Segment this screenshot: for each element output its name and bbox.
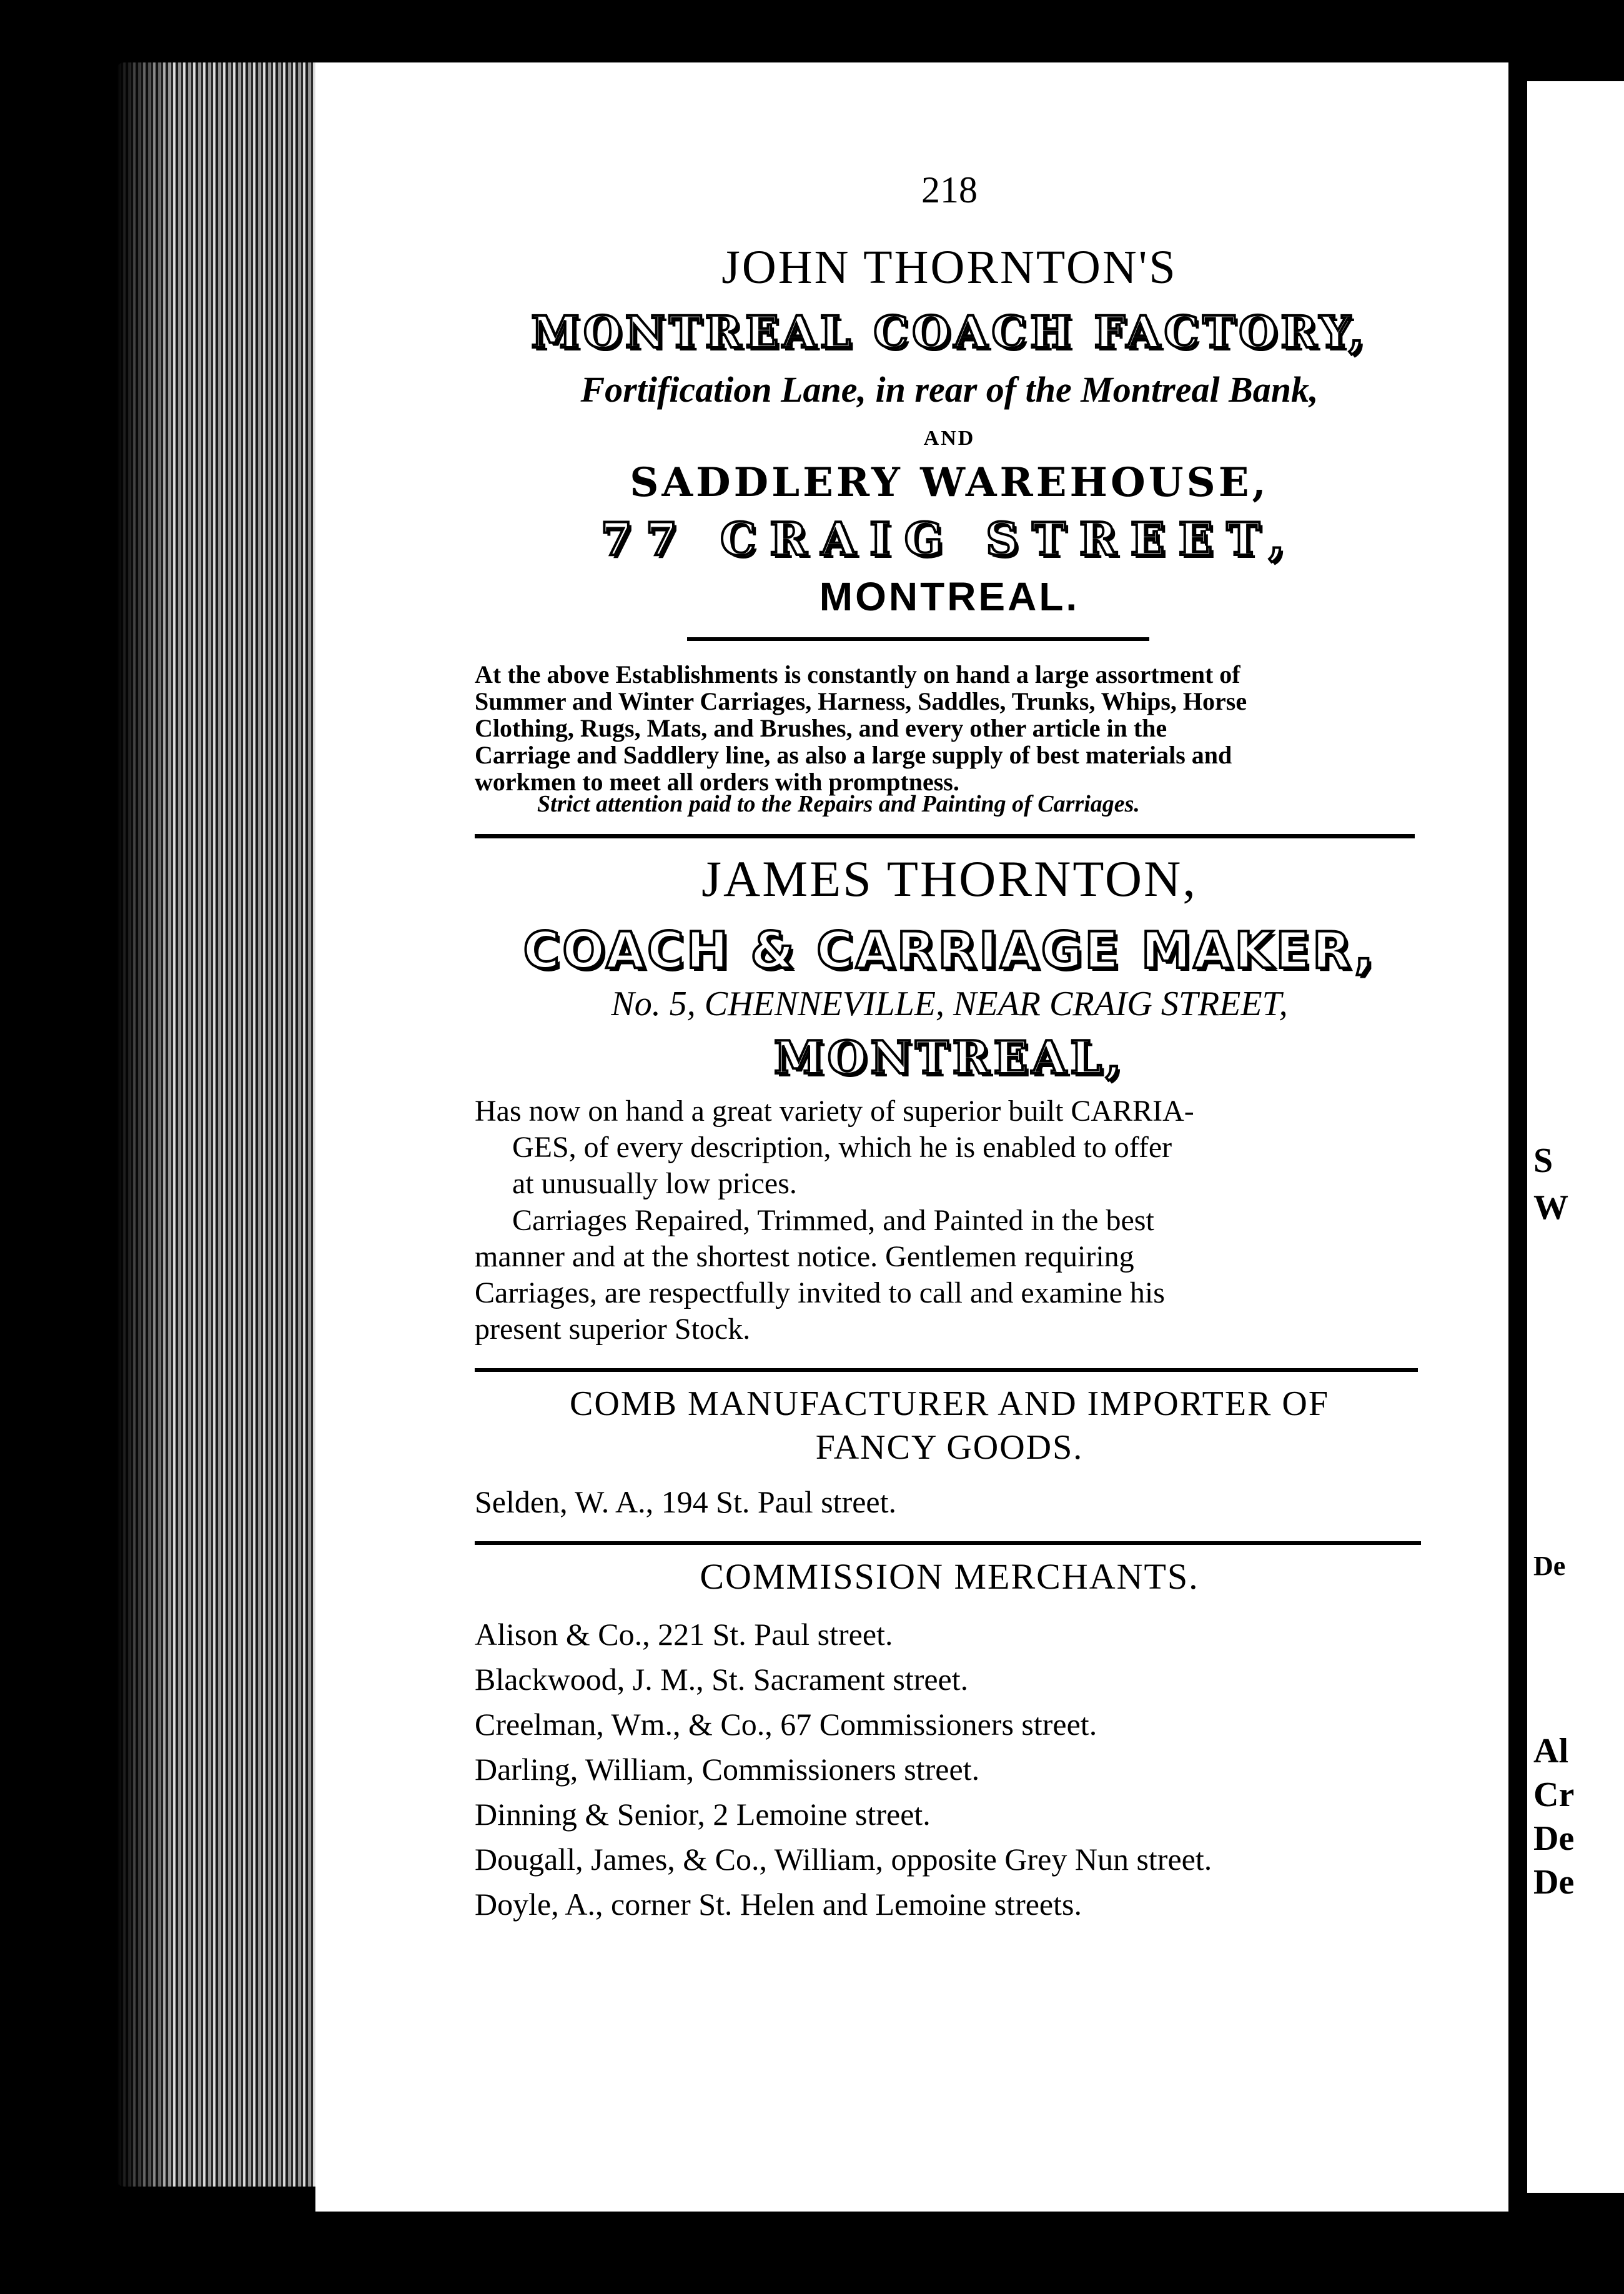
list-item: Doyle, A., corner St. Helen and Lemoine streets.	[475, 1887, 1082, 1922]
divider	[687, 637, 1149, 641]
ad2-proprietor: JAMES THORNTON,	[701, 850, 1197, 907]
ad2-address: No. 5, CHENNEVILLE, NEAR CRAIG STREET,	[611, 985, 1288, 1023]
ad2-para1-line: GES, of every description, which he is enabled to offer	[512, 1131, 1172, 1164]
divider	[475, 1368, 1418, 1372]
next-page-edge	[1527, 81, 1624, 2193]
list-item: Creelman, Wm., & Co., 67 Commissioners street.	[475, 1707, 1097, 1742]
page-edges	[116, 62, 325, 2187]
section1-heading-line2: FANCY GOODS.	[815, 1428, 1084, 1467]
list-item: Alison & Co., 221 St. Paul street.	[475, 1617, 893, 1652]
ad2-para2-line: Carriages, are respectfully invited to call and examine his	[475, 1276, 1165, 1309]
ad2-para2-line: present superior Stock.	[475, 1313, 751, 1346]
list-item: Dougall, James, & Co., William, opposite Grey Nun street.	[475, 1842, 1212, 1877]
next-page-fragment: De	[1533, 1551, 1566, 1581]
divider	[475, 834, 1415, 838]
ad1-text-line: Clothing, Rugs, Mats, and Brushes, and every other article in the	[475, 714, 1167, 742]
section1-entry: Selden, W. A., 194 St. Paul street.	[475, 1484, 896, 1519]
ad1-business: MONTREAL COACH FACTORY,	[531, 306, 1368, 358]
ad1-proprietor: JOHN THORNTON'S	[721, 241, 1177, 294]
ad1-text-line: Summer and Winter Carriages, Harness, Saddles, Trunks, Whips, Horse	[475, 687, 1247, 715]
ad2-trade: COACH & CARRIAGE MAKER,	[523, 921, 1376, 980]
ad1-text-line: workmen to meet all orders with promptness.	[475, 768, 959, 796]
ad2-para2-line: Carriages Repaired, Trimmed, and Painted in the best	[512, 1204, 1154, 1237]
page-number: 218	[921, 169, 978, 211]
ad2-para1	[475, 1093, 1424, 1202]
ad1-text	[475, 661, 1424, 795]
ad1-business2: SADDLERY WAREHOUSE,	[630, 459, 1269, 506]
ad1-note: Strict attention paid to the Repairs and Painting of Carriages.	[537, 791, 1140, 817]
ad1-text-line: Carriage and Saddlery line, as also a large supply of best materials and	[475, 741, 1232, 769]
next-page-fragment: De	[1533, 1863, 1575, 1902]
ad1-address2: 77 CRAIG STREET,	[600, 512, 1299, 565]
ad1-text-line: At the above Establishments is constantly on hand a large assortment of	[475, 660, 1240, 688]
next-page-fragment: Cr	[1533, 1775, 1575, 1814]
ad2-para1-line: Has now on hand a great variety of superior built CARRIA-	[475, 1095, 1194, 1128]
ad1-and: AND	[923, 427, 976, 450]
section2-heading: COMMISSION MERCHANTS.	[700, 1556, 1199, 1597]
next-page-fragment: Al	[1533, 1732, 1568, 1770]
next-page-fragment: S	[1533, 1141, 1553, 1180]
ad1-address: Fortification Lane, in rear of the Montreal Bank,	[580, 369, 1319, 410]
list-item: Dinning & Senior, 2 Lemoine street.	[475, 1797, 931, 1832]
ad2-city: MONTREAL,	[773, 1031, 1126, 1084]
ad1-city: MONTREAL.	[819, 574, 1080, 619]
list-item: Darling, William, Commissioners street.	[475, 1752, 980, 1787]
next-page-fragment: W	[1533, 1188, 1568, 1227]
ad2-para1-line: at unusually low prices.	[512, 1167, 797, 1200]
ad2-para2-line: manner and at the shortest notice. Gentlemen requiring	[475, 1240, 1134, 1273]
section1-heading-line1: COMB MANUFACTURER AND IMPORTER OF	[570, 1384, 1329, 1423]
list-item: Blackwood, J. M., St. Sacrament street.	[475, 1662, 969, 1697]
next-page-fragment: De	[1533, 1819, 1575, 1858]
ad2-para2	[475, 1203, 1424, 1348]
book-gutter	[1508, 75, 1527, 2199]
section2-entries	[475, 1612, 1424, 1927]
divider	[475, 1541, 1421, 1545]
